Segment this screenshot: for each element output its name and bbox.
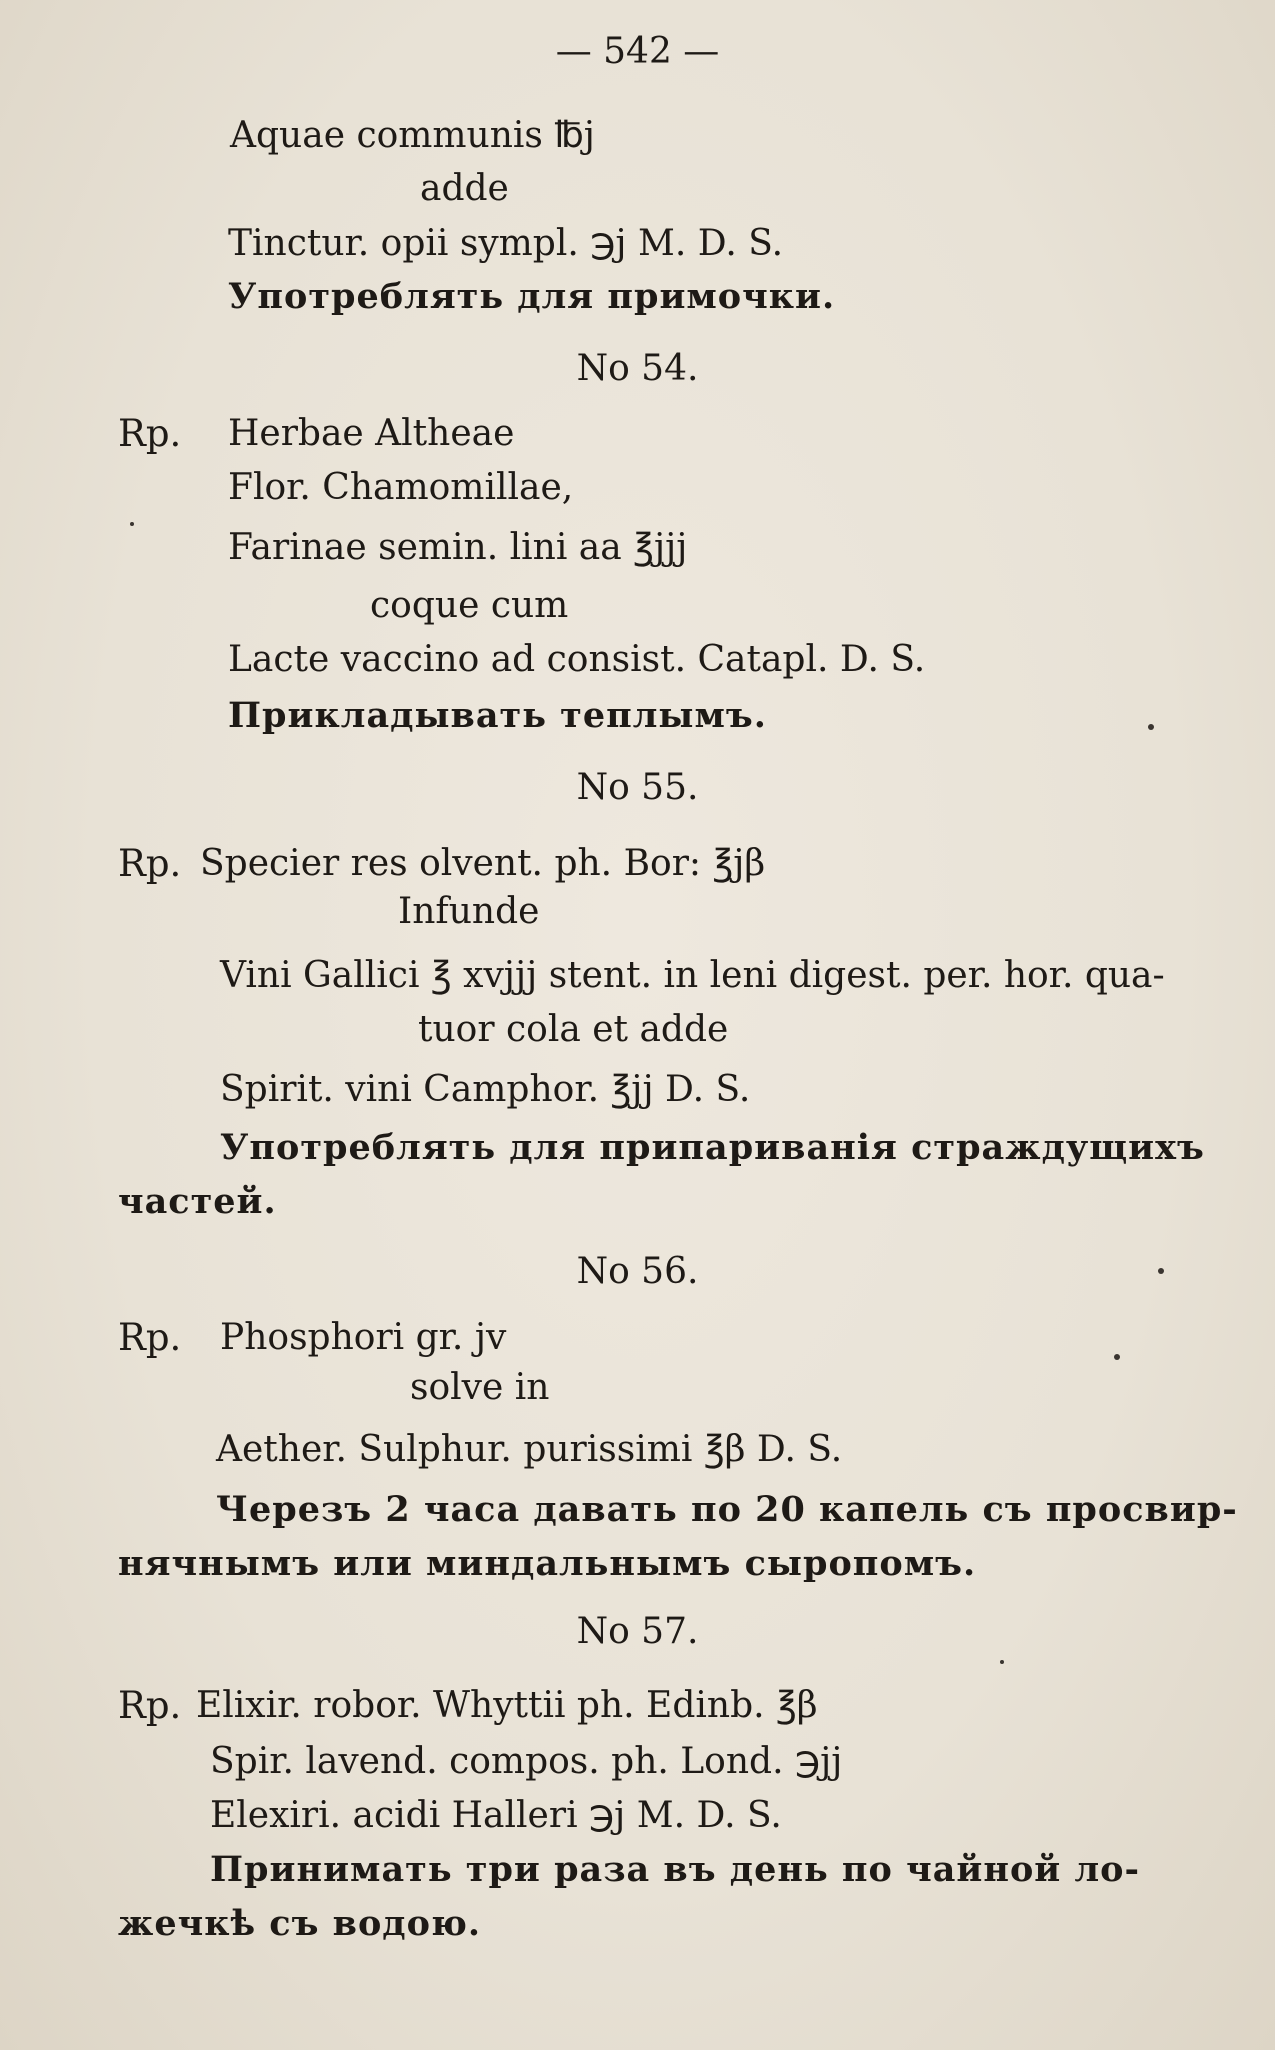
- paper-speck: [1148, 724, 1154, 730]
- recipe-line: Infunde: [398, 891, 540, 932]
- usage-instruction: Прикладывать теплымъ.: [228, 695, 767, 736]
- rp-label: Rp.: [118, 412, 182, 455]
- recipe-line: solve in: [410, 1367, 550, 1408]
- recipe-line: Flor. Chamomillae,: [228, 467, 574, 508]
- recipe-line: Tinctur. opii sympl. ℈j M. D. S.: [228, 223, 784, 264]
- recipe-line: Herbae Altheae: [228, 413, 515, 454]
- usage-instruction: Употреблять для припариванія страждущихъ: [220, 1127, 1205, 1168]
- recipe-line: coque cum: [370, 585, 569, 626]
- recipe-line: Phosphori gr. jv: [220, 1317, 507, 1358]
- usage-instruction: нячнымъ или миндальнымъ сыропомъ.: [118, 1543, 977, 1584]
- prescription-heading: No 55.: [576, 767, 699, 808]
- rp-label: Rp.: [118, 1316, 182, 1359]
- recipe-line: Elixir. robor. Whyttii ph. Edinb. ℥β: [196, 1685, 818, 1726]
- usage-instruction: Черезъ 2 часа давать по 20 капель съ просвир-: [216, 1489, 1238, 1530]
- prescription-heading: No 54.: [576, 348, 699, 389]
- paper-speck: [1000, 1660, 1004, 1664]
- recipe-line: Aquae communis ℔j: [230, 115, 595, 156]
- recipe-line: tuor cola et adde: [418, 1009, 729, 1050]
- usage-instruction: Употреблять для примочки.: [228, 276, 836, 317]
- recipe-line: Vini Gallici ℥ xvjjj stent. in leni digest. per. hor. qua-: [220, 955, 1165, 996]
- recipe-line: Spirit. vini Camphor. ℥jj D. S.: [220, 1069, 751, 1110]
- rp-label: Rp.: [118, 842, 182, 885]
- paper-speck: [1114, 1354, 1120, 1360]
- recipe-line: adde: [420, 168, 509, 209]
- usage-instruction: Принимать три раза въ день по чайной ло-: [210, 1849, 1140, 1890]
- recipe-line: Specier res olvent. ph. Bor: ℥jβ: [200, 843, 766, 884]
- page-number: — 542 —: [555, 31, 720, 72]
- recipe-line: Elexiri. acidi Halleri ℈j M. D. S.: [210, 1795, 782, 1836]
- prescription-heading: No 57.: [576, 1611, 699, 1652]
- rp-label: Rp.: [118, 1684, 182, 1727]
- prescription-heading: No 56.: [576, 1251, 699, 1292]
- usage-instruction: частей.: [118, 1181, 277, 1222]
- recipe-line: Lacte vaccino ad consist. Catapl. D. S.: [228, 639, 926, 680]
- paper-speck: [1158, 1268, 1164, 1274]
- paper-speck: [130, 522, 134, 526]
- recipe-line: Spir. lavend. compos. ph. Lond. ℈jj: [210, 1741, 843, 1782]
- recipe-line: Aether. Sulphur. purissimi ℥β D. S.: [216, 1429, 843, 1470]
- recipe-line: Farinae semin. lini aa ℥jjj: [228, 527, 688, 568]
- usage-instruction: жечкѣ съ водою.: [118, 1903, 482, 1944]
